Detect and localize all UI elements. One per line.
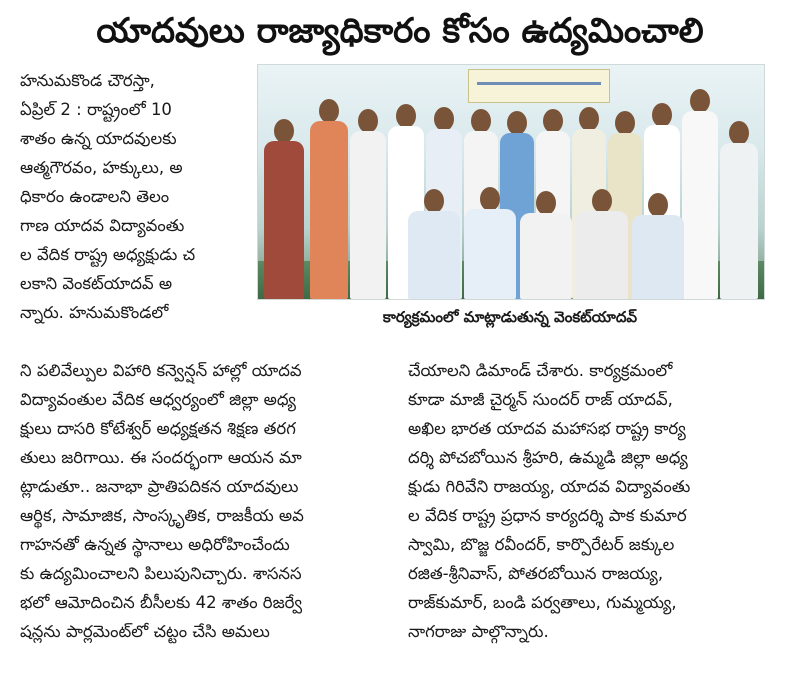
- article-column-3: [408, 356, 780, 646]
- article-line: తులు జరిగాయి. ఈ సందర్భంగా ఆయన మా: [20, 448, 302, 467]
- photo-caption: కార్యక్రమంలో మాట్లాడుతున్న వెంకట్‌యాదవ్: [382, 308, 638, 326]
- article-line: దర్శి పోచబోయిన శ్రీహరి, ఉమ్మడి జిల్లా అధ్య: [408, 448, 688, 467]
- photo-person: [520, 191, 572, 299]
- photo-person: [576, 189, 628, 299]
- article-line: ల వేదిక రాష్ట్ర ప్రధాన కార్యదర్శి పాక కుమార: [408, 506, 687, 525]
- article-line: రజిత-శ్రీనివాస్, పోతరబోయిన రాజయ్య,: [408, 564, 664, 583]
- event-photo: [257, 64, 765, 300]
- article-line: షన్లను పార్లమెంట్‌లో చట్టం చేసి అమలు: [20, 622, 270, 641]
- photo-person: [682, 89, 718, 299]
- article-line: క్షుడు గిరివేని రాజయ్య, యాదవ విద్యావంతు: [408, 477, 691, 496]
- article-line: నాగరాజు పాల్గొన్నారు.: [408, 622, 549, 641]
- article-column-2: [20, 356, 390, 646]
- article-line: క్షులు దాసరి కోటేశ్వర్ అధ్యక్షతన శిక్షణ తరగ: [20, 419, 296, 438]
- article-line: ట్లాడుతూ.. జనాభా ప్రాతిపదికన యాదవులు: [20, 477, 299, 496]
- stage-banner: [468, 69, 610, 103]
- article-line: న్నారు. హనుమకొండలో: [20, 303, 169, 322]
- photo-person: [408, 189, 460, 299]
- article-line: విద్యావంతుల వేదిక ఆధ్వర్యంలో జిల్లా అధ్య: [20, 390, 296, 409]
- photo-person: [632, 193, 684, 299]
- article-line: కూడా మాజీ చైర్మన్ సుందర్ రాజ్ యాదవ్,: [408, 390, 673, 409]
- article-column-1: [20, 66, 250, 327]
- article-line: ల వేదిక రాష్ట్ర అధ్యక్షుడు చ: [20, 245, 196, 264]
- article-line: ఏప్రిల్ 2 : రాష్ట్రంలో 10: [20, 100, 172, 119]
- article-line: శాతం ఉన్న యాదవులకు: [20, 129, 177, 148]
- article-line: ధికారం ఉండాలని తెలం: [20, 187, 170, 206]
- article-line: చేయాలని డిమాండ్ చేశారు. కార్యక్రమంలో: [408, 361, 673, 380]
- photo-person: [350, 109, 386, 299]
- article-line: గాణ యాదవ విద్యావంతు: [20, 216, 185, 235]
- article-line: అఖిల భారత యాదవ మహాసభ రాష్ట్ర కార్య: [408, 419, 686, 438]
- photo-person: [720, 121, 758, 299]
- article-line: భలో ఆమోదించిన బీసీలకు 42 శాతం రిజర్వే: [20, 593, 302, 612]
- article-line: కు ఉద్యమించాలని పిలుపునిచ్చారు. శాసనస: [20, 564, 302, 583]
- article-line: ఆర్థిక, సామాజిక, సాంస్కృతిక, రాజకీయ అవ: [20, 506, 304, 525]
- article-line: ఆత్మగౌరవం, హక్కులు, అ: [20, 158, 183, 177]
- article-line: స్వామి, బొజ్జ రవీందర్, కార్పొరేటర్ జక్కుల: [408, 535, 675, 554]
- article-line: లకాని వెంకట్‌యాదవ్ అ: [20, 274, 173, 293]
- article-line: హనుమకొండ చౌరస్తా,: [20, 71, 155, 90]
- article-line: ని పలివేల్పుల విహారి కన్వెన్షన్ హాల్లో యాదవ: [20, 361, 302, 380]
- photo-person: [264, 119, 304, 299]
- photo-person: [464, 187, 516, 299]
- article-line: రాజ్‌కుమార్, బండి పర్వతాలు, గుమ్మయ్య,: [408, 593, 677, 612]
- article-line: గాహనతో ఉన్నత స్థానాలు అధిరోహించేందు: [20, 535, 290, 554]
- headline: యాదవులు రాజ్యాధికారం కోసం ఉద్యమించాలి: [96, 11, 704, 51]
- photo-person: [310, 99, 348, 299]
